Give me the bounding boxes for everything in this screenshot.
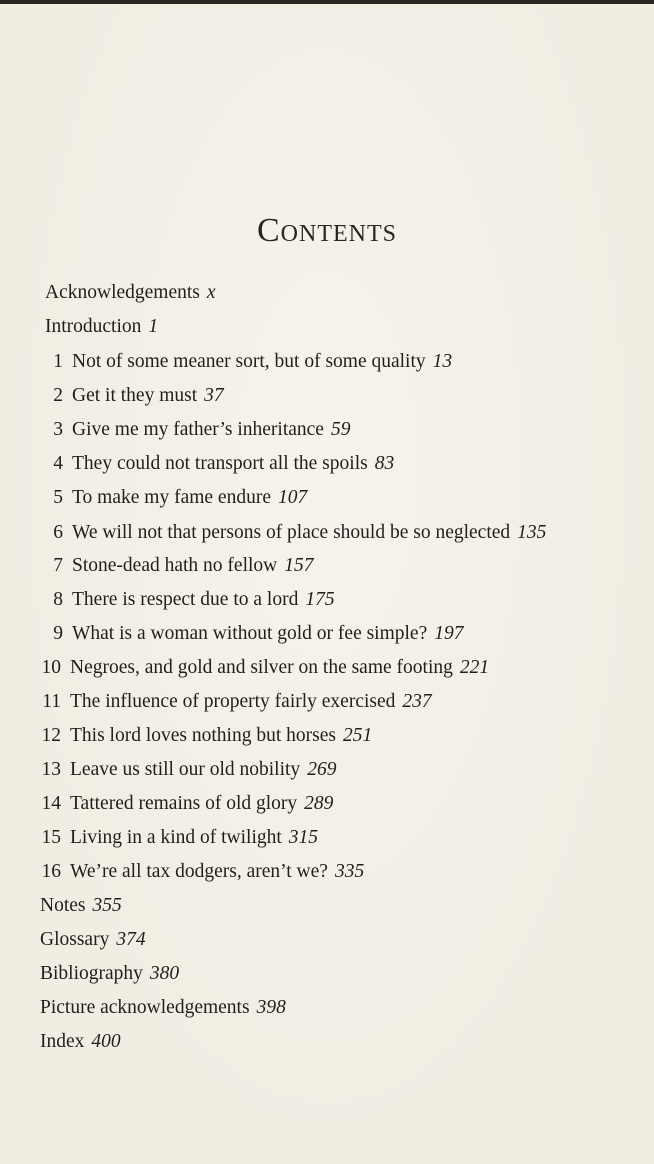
chapter-number: 16 bbox=[41, 861, 61, 882]
chapter-title: We will not that persons of place should be so neglected bbox=[72, 522, 511, 543]
page-top-edge bbox=[0, 0, 654, 4]
toc-chapter-13 bbox=[40, 758, 336, 782]
chapter-number: 15 bbox=[41, 827, 61, 848]
toc-entry-title: Glossary bbox=[40, 929, 110, 950]
toc-entry-back-1 bbox=[40, 928, 146, 952]
toc-entry-page: 374 bbox=[116, 929, 146, 950]
chapter-page: 157 bbox=[284, 555, 314, 576]
chapter-title: Leave us still our old nobility bbox=[70, 759, 301, 780]
chapter-title: We’re all tax dodgers, aren’t we? bbox=[70, 861, 328, 882]
toc-chapter-15 bbox=[40, 826, 318, 850]
toc-entry-title: Bibliography bbox=[40, 963, 143, 984]
toc-chapter-14 bbox=[40, 792, 333, 816]
chapter-title: Not of some meaner sort, but of some quality bbox=[72, 351, 426, 372]
chapter-number: 9 bbox=[53, 623, 63, 644]
toc-chapter-1 bbox=[45, 350, 452, 374]
chapter-page: 237 bbox=[402, 691, 432, 712]
toc-chapter-7 bbox=[45, 554, 314, 578]
toc-entry-front-0 bbox=[45, 281, 216, 305]
chapter-number: 11 bbox=[42, 691, 61, 712]
toc-chapter-10 bbox=[40, 656, 489, 680]
chapter-number: 5 bbox=[53, 487, 63, 508]
chapter-title: This lord loves nothing but horses bbox=[70, 725, 336, 746]
chapter-title: Living in a kind of twilight bbox=[70, 827, 282, 848]
chapter-number: 14 bbox=[41, 793, 61, 814]
toc-chapter-8 bbox=[45, 588, 335, 612]
chapter-number: 6 bbox=[53, 522, 63, 543]
chapter-title: They could not transport all the spoils bbox=[72, 453, 368, 474]
chapter-page: 221 bbox=[459, 657, 490, 678]
chapter-number: 4 bbox=[53, 453, 63, 474]
chapter-number: 13 bbox=[41, 759, 61, 780]
toc-chapter-12 bbox=[40, 724, 372, 748]
chapter-page: 13 bbox=[432, 351, 453, 372]
toc-entry-back-4 bbox=[40, 1030, 121, 1054]
toc-entry-title: Acknowledgements bbox=[45, 282, 200, 303]
toc-chapter-11 bbox=[40, 690, 432, 714]
toc-entry-title: Introduction bbox=[45, 316, 142, 337]
chapter-page: 59 bbox=[330, 419, 351, 440]
chapter-page: 315 bbox=[288, 827, 319, 848]
chapter-number: 8 bbox=[53, 589, 63, 610]
chapter-page: 289 bbox=[304, 793, 334, 814]
chapter-title: Tattered remains of old glory bbox=[70, 793, 298, 814]
toc-chapter-4 bbox=[45, 452, 394, 476]
toc-chapter-3 bbox=[45, 418, 350, 442]
toc-entry-title: Picture acknowledgements bbox=[40, 997, 250, 1018]
chapter-title: Get it they must bbox=[72, 385, 198, 406]
chapter-page: 37 bbox=[204, 385, 224, 406]
toc-entry-title: Index bbox=[40, 1031, 85, 1052]
toc-chapter-2 bbox=[45, 384, 224, 408]
chapter-number: 3 bbox=[53, 419, 63, 440]
toc-entry-back-3 bbox=[40, 996, 286, 1020]
chapter-number: 10 bbox=[41, 657, 61, 678]
toc-entry-title: Notes bbox=[40, 895, 86, 916]
chapter-page: 251 bbox=[342, 725, 373, 746]
chapter-number: 2 bbox=[53, 385, 63, 406]
toc-entry-page: 1 bbox=[148, 316, 159, 337]
chapter-title: The influence of property fairly exercised bbox=[70, 691, 396, 712]
chapter-title: There is respect due to a lord bbox=[72, 589, 299, 610]
toc-entry-page: x bbox=[206, 282, 216, 303]
toc-entry-back-0 bbox=[40, 894, 122, 918]
toc-entry-page: 355 bbox=[92, 895, 122, 916]
page-title: Contents bbox=[256, 212, 397, 249]
toc-chapter-9 bbox=[45, 622, 464, 646]
chapter-page: 197 bbox=[434, 623, 464, 644]
chapter-page: 83 bbox=[374, 453, 395, 474]
toc-entry-page: 398 bbox=[256, 997, 286, 1018]
toc-chapter-6 bbox=[45, 521, 546, 545]
chapter-page: 107 bbox=[277, 487, 308, 508]
chapter-page: 269 bbox=[307, 759, 337, 780]
toc-entry-page: 400 bbox=[91, 1031, 121, 1052]
chapter-title: Give me my father’s inheritance bbox=[72, 419, 324, 440]
chapter-title: Stone-dead hath no fellow bbox=[72, 555, 278, 576]
toc-entry-page: 380 bbox=[149, 963, 180, 984]
chapter-title: What is a woman without gold or fee simple? bbox=[72, 623, 428, 644]
chapter-page: 335 bbox=[334, 861, 365, 882]
chapter-page: 135 bbox=[517, 522, 547, 543]
toc-chapter-16 bbox=[40, 860, 364, 884]
toc-chapter-5 bbox=[45, 486, 307, 510]
toc-entry-back-2 bbox=[40, 962, 179, 986]
chapter-number: 12 bbox=[41, 725, 61, 746]
chapter-title: Negroes, and gold and silver on the same footing bbox=[70, 657, 453, 678]
chapter-page: 175 bbox=[305, 589, 335, 610]
chapter-title: To make my fame endure bbox=[72, 487, 271, 508]
toc-entry-front-1 bbox=[45, 315, 158, 339]
chapter-number: 1 bbox=[53, 351, 63, 372]
chapter-number: 7 bbox=[53, 555, 63, 576]
